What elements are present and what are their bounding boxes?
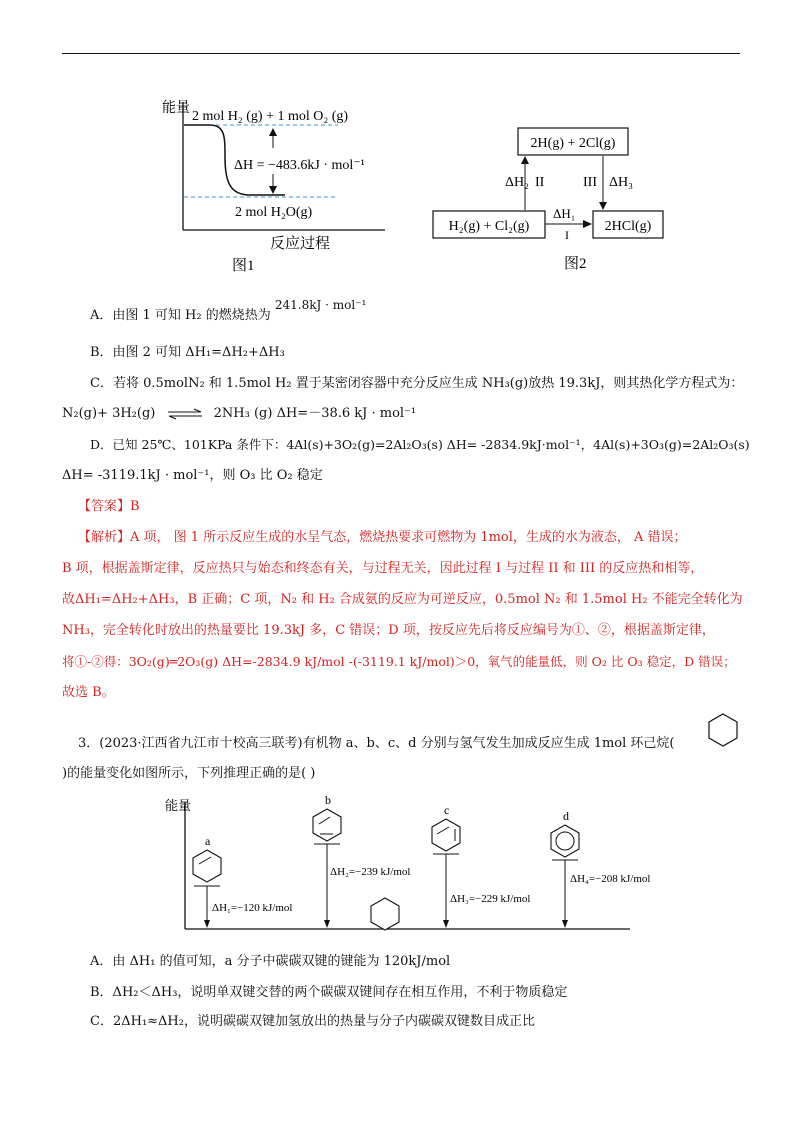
analysis-line-5: 将①-②得：3O₂(g)═2O₃(g) ΔH=-2834.9 kJ/mol -(-3119.1 kJ/mol)＞0，氧气的能量低，则 O₂ 比 O₃ 稳定，D 错误； (62, 654, 736, 669)
fig3-dh2: ΔH₂=−239 kJ/mol (330, 866, 411, 878)
q2-option-a (90, 298, 367, 326)
q2-option-d-line2: ΔH= -3119.1kJ · mol⁻¹，则 O₃ 比 O₂ 稳定 (62, 468, 323, 483)
q3-option-b: B．ΔH₂＜ΔH₃，说明单双键交替的两个碳碳双键间存在相互作用，不利于物质稳定 (90, 985, 568, 1000)
fig2-right-box-label: 2HCl(g) (604, 219, 652, 234)
answer: 【答案】B (78, 499, 140, 514)
q2-option-a-text: A．由图 1 可知 H₂ 的燃烧热为 (90, 308, 271, 323)
molecule-d-icon (551, 825, 579, 857)
fig3-dh3: ΔH₃=−229 kJ/mol (450, 893, 531, 905)
fig3-dh1: ΔH₁=−120 kJ/mol (212, 902, 293, 914)
figure-1 (150, 92, 400, 277)
fig1-caption: 图1 (232, 258, 255, 274)
fig2-caption: 图2 (564, 256, 587, 272)
q2-option-c-line2 (62, 404, 416, 424)
molecule-a-icon (193, 850, 221, 882)
fig1-arrow-up-head (269, 128, 277, 136)
fig2-dh1: ΔH₁ (553, 206, 576, 221)
fig2-ii: II (535, 175, 545, 190)
fig3-a-label: a (205, 834, 211, 848)
header-rule (62, 53, 740, 54)
fig1-x-label: 反应过程 (270, 236, 331, 252)
fig3-c-label: c (444, 803, 450, 817)
fig1-arrow-down-head (269, 186, 277, 194)
analysis-line-1: 【解析】A 项， 图 1 所示反应生成的水呈气态，燃烧热要求可燃物为 1mol，生成的水为液态， A 错误； (78, 530, 687, 545)
fig3-y-label: 能量 (165, 798, 192, 813)
q3-option-a: A．由 ΔH₁ 的值可知，a 分子中碳碳双键的键能为 120kJ/mol (90, 954, 451, 969)
analysis-line-3: 故ΔH₁=ΔH₂+ΔH₃，B 正确；C 项，N₂ 和 H₂ 合成氨的反应为可逆反应，0.5mol N₂ 和 1.5mol H₂ 不能完全转化为 (62, 592, 743, 607)
fig3-b-label: b (325, 793, 331, 807)
fig1-bottom-level: 2 mol H₂O(g) (235, 205, 313, 220)
fig1-top-level: 2 mol H₂ (g) + 1 mol O₂ (g) (192, 109, 349, 124)
q2-option-b: B．由图 2 可知 ΔH₁=ΔH₂+ΔH₃ (90, 345, 285, 360)
q3-line-1: 3．(2023·江西省九江市十校高三联考)有机物 a、b、c、d 分别与氢气发生加成反应生成 1mol 环己烷( (78, 736, 675, 751)
q2-option-c-line1: C．若将 0.5molN₂ 和 1.5mol H₂ 置于某密闭容器中充分反应生成 NH₃(g)放热 19.3kJ，则其热化学方程式为： (90, 376, 744, 391)
q2-option-a-value: 241.8kJ · mol⁻¹ (274, 298, 367, 312)
fig1-dh: ΔH = −483.6kJ · mol⁻¹ (234, 158, 365, 173)
q3-line-2: )的能量变化如图所示，下列推理正确的是( ) (62, 766, 316, 781)
fig3-d-label: d (563, 809, 569, 823)
q3-option-c: C．2ΔH₁≈ΔH₂，说明碳碳双键加氢放出的热量与分子内碳碳双键数目成正比 (90, 1014, 535, 1029)
q2-option-c-products: 2NH₃ (g) ΔH=－38.6 kJ · mol⁻¹ (213, 406, 417, 421)
cyclohexane-icon (703, 710, 743, 750)
analysis-line-6: 故选 B。 (62, 685, 115, 700)
molecule-c-icon (432, 819, 460, 851)
fig1-y-label: 能量 (162, 101, 190, 116)
fig2-i: I (565, 228, 569, 242)
figure-2 (425, 118, 685, 278)
reversible-arrow-icon (166, 408, 204, 420)
figure-3 (160, 790, 720, 935)
molecule-b-icon (313, 809, 341, 841)
analysis-line-4: NH₃，完全转化时放出的热量要比 19.3kJ 多，C 错误；D 项，按反应先后将反应编号为①、②，根据盖斯定律， (62, 623, 715, 638)
fig2-iii: III (583, 175, 597, 190)
q2-option-c-reactants: N₂(g)+ 3H₂(g) (62, 406, 156, 421)
fig2-left-box-label: H₂(g) + Cl₂(g) (448, 219, 530, 234)
fig2-dh3: ΔH₃ (609, 175, 633, 190)
cyclohexane-product-icon (371, 898, 399, 930)
fig3-dh4: ΔH₄=−208 kJ/mol (570, 873, 651, 885)
q2-option-d-line1: D．已知 25℃、101KPa 条件下：4Al(s)+3O₂(g)=2Al₂O₃(s) ΔH= -2834.9kJ·mol⁻¹，4Al(s)+3O₃(g)=2Al₂O₃(s) (90, 437, 750, 452)
fig2-top-box-label: 2H(g) + 2Cl(g) (530, 136, 616, 151)
fig2-dh2: ΔH₂ (505, 175, 529, 190)
analysis-line-2: B 项，根据盖斯定律，反应热只与始态和终态有关，与过程无关，因此过程 I 与过程 II 和 III 的反应热和相等， (62, 561, 704, 576)
